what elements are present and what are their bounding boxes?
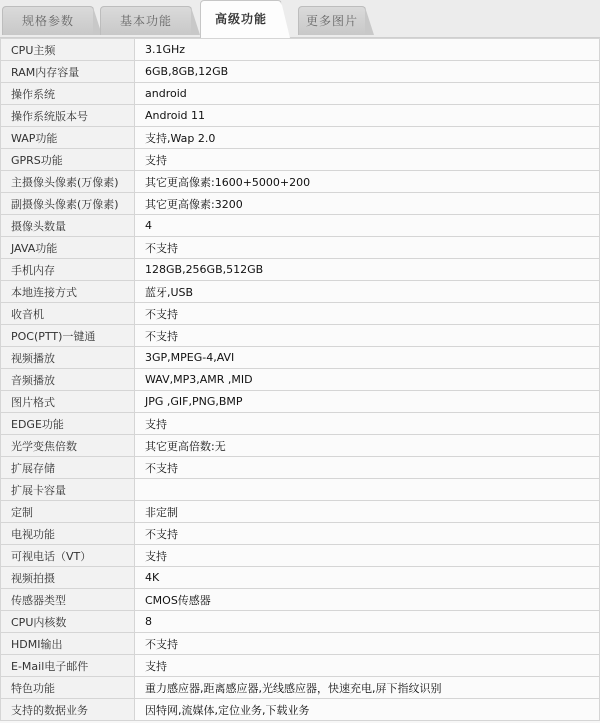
table-row: [1, 589, 600, 611]
spec-key: 扩展卡容量: [1, 479, 135, 501]
spec-key: E-Mail电子邮件: [1, 655, 135, 677]
table-row: [1, 347, 600, 369]
spec-value: 其它更高倍数:无: [135, 435, 600, 457]
spec-value: 6GB,8GB,12GB: [135, 61, 600, 83]
spec-value: CMOS传感器: [135, 589, 600, 611]
table-row: [1, 391, 600, 413]
spec-key: 传感器类型: [1, 589, 135, 611]
tab-basic-features[interactable]: [100, 6, 192, 35]
table-row: [1, 237, 600, 259]
table-row: [1, 303, 600, 325]
spec-key: EDGE功能: [1, 413, 135, 435]
spec-value: 不支持: [135, 237, 600, 259]
spec-value: Android 11: [135, 105, 600, 127]
spec-key: POC(PTT)一键通: [1, 325, 135, 347]
table-row: [1, 633, 600, 655]
spec-key: 主摄像头像素(万像素): [1, 171, 135, 193]
spec-value: 因特网,流媒体,定位业务,下载业务: [135, 699, 600, 721]
tab-specs[interactable]: [2, 6, 94, 35]
spec-key: 视频播放: [1, 347, 135, 369]
table-row: [1, 435, 600, 457]
tab-advanced-features[interactable]: [200, 0, 282, 38]
spec-key: 本地连接方式: [1, 281, 135, 303]
spec-key: WAP功能: [1, 127, 135, 149]
spec-value: 128GB,256GB,512GB: [135, 259, 600, 281]
table-row: [1, 655, 600, 677]
spec-key: 手机内存: [1, 259, 135, 281]
spec-key: 图片格式: [1, 391, 135, 413]
spec-value: JPG ,GIF,PNG,BMP: [135, 391, 600, 413]
spec-value: 蓝牙,USB: [135, 281, 600, 303]
table-row: [1, 39, 600, 61]
table-row: [1, 501, 600, 523]
spec-key: 支持的数据业务: [1, 699, 135, 721]
table-row: [1, 369, 600, 391]
spec-value: 4K: [135, 567, 600, 589]
table-row: [1, 281, 600, 303]
spec-value: 非定制: [135, 501, 600, 523]
spec-value: 支持: [135, 545, 600, 567]
spec-key: 收音机: [1, 303, 135, 325]
spec-key: GPRS功能: [1, 149, 135, 171]
spec-key: CPU主频: [1, 39, 135, 61]
tab-advanced-label: 高级功能: [214, 12, 267, 26]
spec-key: 视频拍摄: [1, 567, 135, 589]
spec-key: 摄像头数量: [1, 215, 135, 237]
tab-basic-label: 基本功能: [119, 14, 172, 28]
spec-value: 支持: [135, 413, 600, 435]
table-row: [1, 413, 600, 435]
spec-value: [135, 479, 600, 501]
spec-key: CPU内核数: [1, 611, 135, 633]
table-row: [1, 545, 600, 567]
spec-value: 不支持: [135, 457, 600, 479]
table-row: [1, 479, 600, 501]
spec-key: 音频播放: [1, 369, 135, 391]
table-row: [1, 193, 600, 215]
spec-value: 支持,Wap 2.0: [135, 127, 600, 149]
spec-value: 不支持: [135, 303, 600, 325]
table-row: [1, 83, 600, 105]
spec-value: 3GP,MPEG-4,AVI: [135, 347, 600, 369]
spec-key: 可视电话（VT）: [1, 545, 135, 567]
spec-key: 副摄像头像素(万像素): [1, 193, 135, 215]
table-row: [1, 171, 600, 193]
spec-key: 定制: [1, 501, 135, 523]
spec-value: 其它更高像素:1600+5000+200: [135, 171, 600, 193]
spec-value: android: [135, 83, 600, 105]
spec-key: 光学变焦倍数: [1, 435, 135, 457]
spec-key: 扩展存储: [1, 457, 135, 479]
table-row: [1, 105, 600, 127]
spec-key: 特色功能: [1, 677, 135, 699]
table-row: [1, 61, 600, 83]
spec-value: 重力感应器,距离感应器,光线感应器，快速充电,屏下指纹识别: [135, 677, 600, 699]
tab-more-label: 更多图片: [305, 14, 358, 28]
table-row: [1, 523, 600, 545]
spec-value: 不支持: [135, 523, 600, 545]
table-row: [1, 457, 600, 479]
spec-table: [0, 38, 600, 721]
spec-key: JAVA功能: [1, 237, 135, 259]
spec-value: WAV,MP3,AMR ,MID: [135, 369, 600, 391]
spec-value: 不支持: [135, 325, 600, 347]
spec-key: 电视功能: [1, 523, 135, 545]
spec-key: RAM内存容量: [1, 61, 135, 83]
spec-key: HDMI输出: [1, 633, 135, 655]
spec-value: 不支持: [135, 633, 600, 655]
spec-value: 支持: [135, 149, 600, 171]
table-row: [1, 699, 600, 721]
spec-value: 支持: [135, 655, 600, 677]
table-row: [1, 567, 600, 589]
tab-more-images[interactable]: [298, 6, 366, 35]
spec-value: 3.1GHz: [135, 39, 600, 61]
spec-value: 4: [135, 215, 600, 237]
tab-bar: [0, 0, 600, 38]
table-row: [1, 677, 600, 699]
spec-value: 其它更高像素:3200: [135, 193, 600, 215]
table-row: [1, 259, 600, 281]
spec-key: 操作系统版本号: [1, 105, 135, 127]
table-row: [1, 215, 600, 237]
spec-value: 8: [135, 611, 600, 633]
tab-specs-label: 规格参数: [21, 14, 74, 28]
spec-key: 操作系统: [1, 83, 135, 105]
table-row: [1, 611, 600, 633]
table-row: [1, 127, 600, 149]
table-row: [1, 149, 600, 171]
table-row: [1, 325, 600, 347]
